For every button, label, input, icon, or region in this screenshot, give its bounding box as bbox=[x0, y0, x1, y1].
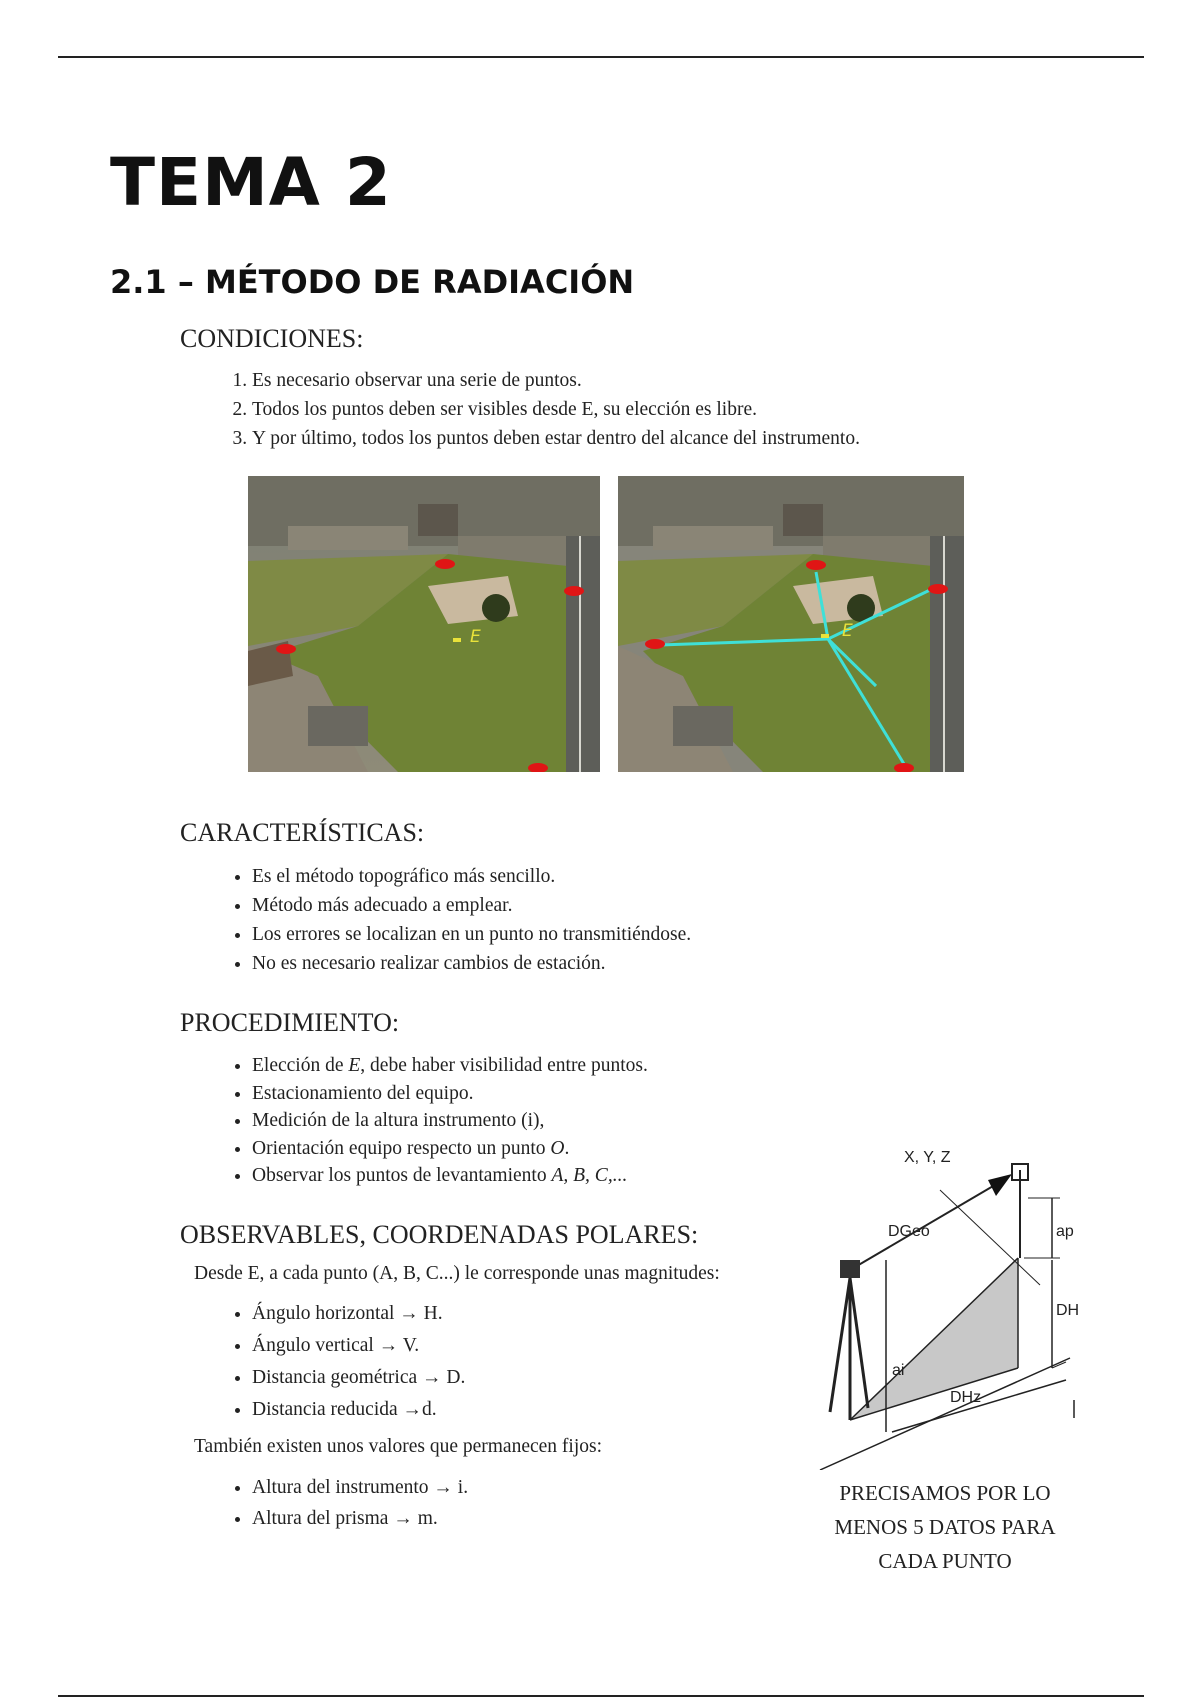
list-item: • Estacionamiento del equipo. bbox=[252, 1080, 648, 1108]
list-item: • Ángulo horizontal → H. bbox=[252, 1298, 465, 1330]
observables-intro: Desde E, a cada punto (A, B, C...) le corresponde unas magnitudes: bbox=[194, 1263, 720, 1284]
caracteristicas-heading: CARACTERÍSTICAS: bbox=[180, 818, 425, 847]
list-item: • Altura del prisma → m. bbox=[252, 1503, 468, 1534]
dhz-label: DHz bbox=[950, 1389, 982, 1406]
section-title: 2.1 – MÉTODO DE RADIACIÓN bbox=[110, 263, 635, 301]
station-label: E bbox=[842, 621, 853, 641]
radiation-diagram bbox=[800, 1150, 1090, 1470]
procedimiento-heading: PROCEDIMIENTO: bbox=[180, 1008, 400, 1037]
dgeo-label: DGeo bbox=[888, 1223, 930, 1240]
procedimiento-list bbox=[214, 1052, 648, 1190]
list-item: • Altura del instrumento → i. bbox=[252, 1472, 468, 1503]
fixed-values-list bbox=[214, 1472, 468, 1534]
list-item: • Orientación equipo respecto un punto O. bbox=[252, 1135, 648, 1163]
caption-line: PRECISAMOS POR LO bbox=[839, 1481, 1051, 1505]
page-title: TEMA 2 bbox=[110, 144, 392, 221]
condiciones-heading: CONDICIONES: bbox=[180, 324, 364, 353]
condiciones-list bbox=[214, 366, 860, 453]
station-label: E bbox=[470, 627, 481, 647]
list-item: • Método más adecuado a emplear. bbox=[252, 891, 691, 920]
list-item: 2. Todos los puntos deben ser visibles desde E, su elección es libre. bbox=[252, 395, 860, 424]
fixed-values-intro: También existen unos valores que permanecen fijos: bbox=[194, 1436, 603, 1457]
list-item: • Distancia reducida →d. bbox=[252, 1394, 465, 1426]
list-item: 3. Y por último, todos los puntos deben estar dentro del alcance del instrumento. bbox=[252, 424, 860, 453]
aerial-photo-points bbox=[248, 476, 600, 772]
list-item: • No es necesario realizar cambios de estación. bbox=[252, 949, 691, 978]
list-item: 1. Es necesario observar una serie de puntos. bbox=[252, 366, 860, 395]
observables-list bbox=[214, 1298, 465, 1426]
list-item: • Los errores se localizan en un punto no transmitiéndose. bbox=[252, 920, 691, 949]
list-item: • Es el método topográfico más sencillo. bbox=[252, 862, 691, 891]
aerial-photo-radiation bbox=[618, 476, 964, 772]
caption-line: CADA PUNTO bbox=[878, 1549, 1012, 1573]
bottom-rule bbox=[58, 1695, 1144, 1697]
top-rule bbox=[58, 56, 1144, 58]
list-item: • Observar los puntos de levantamiento A, B, C,... bbox=[252, 1162, 648, 1190]
ap-label: ap bbox=[1056, 1223, 1074, 1240]
list-item: • Elección de E, debe haber visibilidad entre puntos. bbox=[252, 1052, 648, 1080]
xyz-label: X, Y, Z bbox=[904, 1150, 951, 1166]
caracteristicas-list bbox=[214, 862, 691, 978]
list-item: • Distancia geométrica → D. bbox=[252, 1362, 465, 1394]
ai-label: ai bbox=[892, 1362, 905, 1379]
observables-heading: OBSERVABLES, COORDENADAS POLARES: bbox=[180, 1220, 699, 1249]
dh-label: DH bbox=[1056, 1302, 1080, 1319]
list-item: • Medición de la altura instrumento (i), bbox=[252, 1107, 648, 1135]
list-item: • Ángulo vertical → V. bbox=[252, 1330, 465, 1362]
diagram-caption bbox=[800, 1476, 1090, 1578]
caption-line: MENOS 5 DATOS PARA bbox=[834, 1515, 1056, 1539]
